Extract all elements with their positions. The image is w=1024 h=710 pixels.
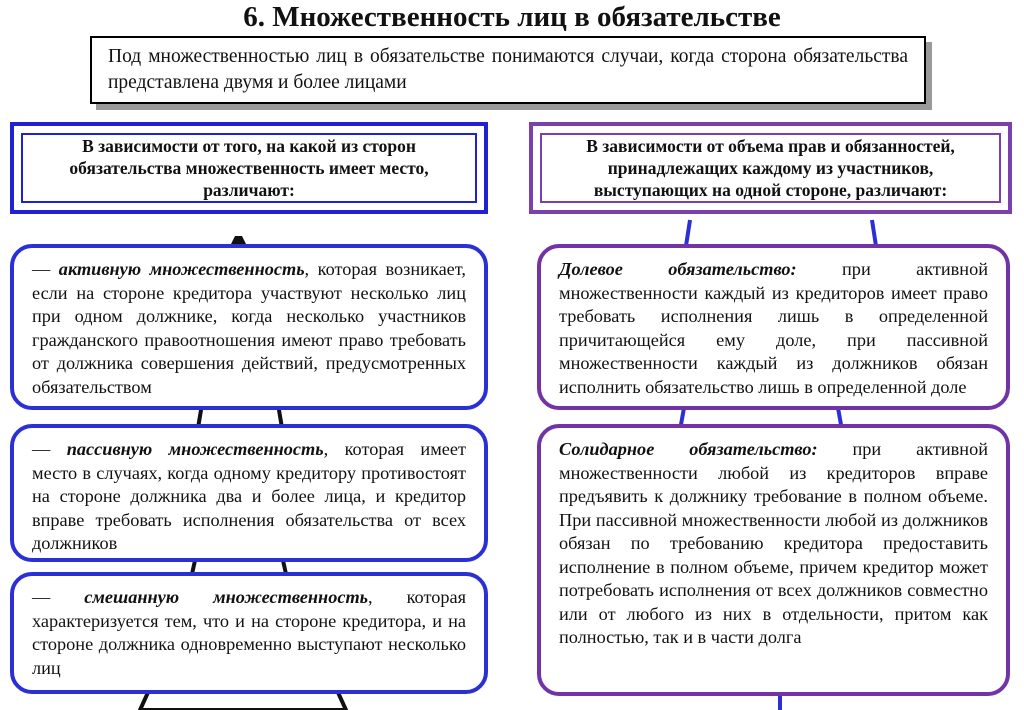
- passive-plurality-box: [10, 424, 488, 562]
- joint-obligation-box: [537, 424, 1010, 696]
- active-plurality-term: активную множественность: [58, 259, 305, 279]
- left-header-text: В зависимости от того, на какой из сторон обязательства множественность имеет место, различают:: [21, 133, 477, 203]
- passive-plurality-term: пассивную множественность: [66, 439, 324, 459]
- mixed-plurality-box: [10, 572, 488, 694]
- dash: —: [32, 259, 59, 279]
- shared-obligation-box: [537, 244, 1010, 410]
- mixed-plurality-text: , которая характеризуется тем, что и на стороне кредитора, и на стороне должника одновременно выступают несколько лиц: [32, 587, 466, 678]
- right-connector-1a: [686, 220, 690, 246]
- right-header-box: [529, 122, 1012, 214]
- right-connector-1b: [872, 220, 876, 246]
- mixed-plurality-term: смешанную множественность: [84, 587, 369, 607]
- page-title: 6. Множественность лиц в обязательстве: [243, 1, 781, 33]
- shared-obligation-text: при активной множественности каждый из кредиторов имеет право требовать исполнения лишь в определенной причитающейся ему доле, при пассивной множественности каждый из должников обязан исполнить обязательство лишь в определенной доле: [559, 259, 988, 397]
- definition-box: Под множественностью лиц в обязательстве понимаются случаи, когда сторона обязательства представлена двумя и более лицами: [90, 36, 926, 104]
- joint-obligation-term: Солидарное обязательство:: [559, 439, 818, 459]
- active-plurality-text: , которая возникает, если на стороне кредитора участвуют несколько лиц при одном должнике, когда несколько участников гражданского правоотношения имеют право требовать от должника совершения действий, предусмотренных обязательством: [32, 259, 466, 397]
- left-header-box: [10, 122, 488, 214]
- active-plurality-box: [10, 244, 488, 410]
- dash: —: [32, 439, 67, 459]
- shared-obligation-term: Долевое обязательство:: [559, 259, 797, 279]
- joint-obligation-text: при активной множественности любой из кредиторов вправе предъявить к должнику требование в полном объеме. При пассивной множественности любой из должников обязан по требованию кредитора предоставить исполнение в полном объеме, причем кредитор может потребовать исполнения от всех должников совместно или от любого из них в отдельности, притом как полностью, так и в части долга: [559, 439, 988, 647]
- passive-plurality-text: , которая имеет место в случаях, когда одному кредитору противостоят на стороне должника два и более лица, и кредитор вправе требовать исполнения обязательства от всех должников: [32, 439, 467, 553]
- right-header-text: В зависимости от объема прав и обязанностей, принадлежащих каждому из участников, выступающих на одной стороне, различают:: [540, 133, 1001, 203]
- dash: —: [32, 587, 85, 607]
